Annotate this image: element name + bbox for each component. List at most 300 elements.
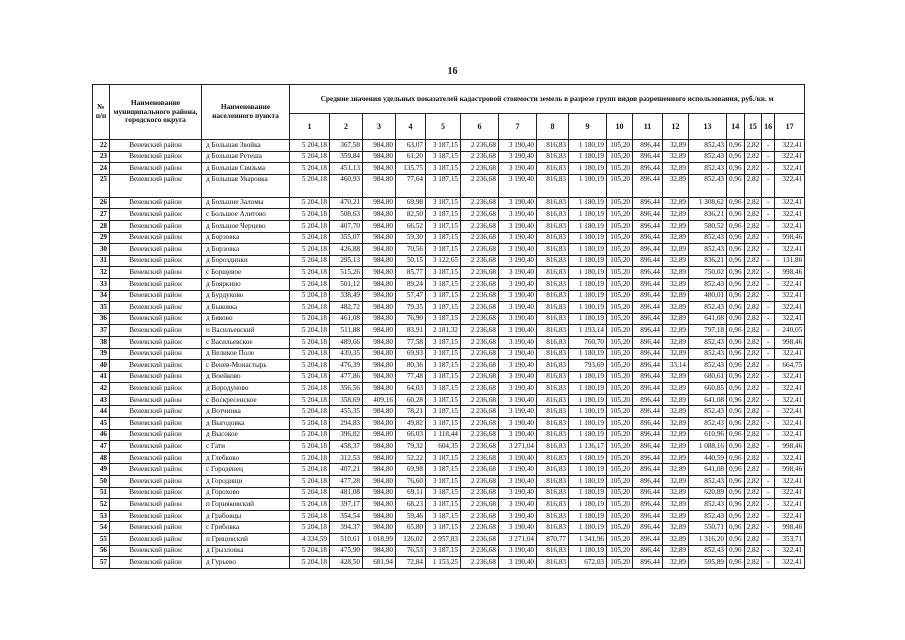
value-cell-group-1: 5 204,18 — [290, 244, 330, 256]
value-cell-group-4: 76,60 — [396, 476, 426, 488]
district-cell: Веневский район — [110, 557, 202, 569]
table-row — [93, 360, 805, 372]
value-cell-group-16: - — [762, 441, 775, 453]
value-cell-group-12: 32,89 — [663, 267, 689, 279]
district-cell: Веневский район — [110, 452, 202, 464]
value-cell-group-8: 816,83 — [537, 464, 569, 476]
value-cell-group-11: 896,44 — [633, 278, 663, 290]
value-cell-group-12: 33,14 — [663, 360, 689, 372]
value-cell-group-9: 1 180,19 — [569, 522, 607, 534]
table-row — [93, 418, 805, 430]
table-row — [93, 255, 805, 267]
settlement-cell: д Горохово — [202, 487, 290, 499]
value-cell-group-13: 641,08 — [689, 313, 727, 325]
value-cell-group-3: 984,80 — [363, 476, 396, 488]
value-cell-group-15: 2,82 — [744, 290, 762, 302]
row-number-cell: 38 — [93, 336, 110, 348]
value-cell-group-10: 105,20 — [607, 510, 633, 522]
value-cell-group-5: 2 957,83 — [426, 534, 461, 546]
value-cell-group-15: 2,82 — [744, 383, 762, 395]
value-cell-group-3: 984,80 — [363, 429, 396, 441]
value-cell-group-5: 3 187,15 — [426, 336, 461, 348]
value-cell-group-7: 3 190,40 — [499, 487, 537, 499]
value-cell-group-8: 816,83 — [537, 522, 569, 534]
row-number-cell: 41 — [93, 371, 110, 383]
value-cell-group-7: 3 190,40 — [499, 383, 537, 395]
value-cell-group-14: 0,96 — [727, 232, 745, 244]
value-cell-group-1: 5 204,18 — [290, 255, 330, 267]
table-row — [93, 290, 805, 302]
table-row — [93, 244, 805, 256]
value-cell-group-5: 3 187,15 — [426, 313, 461, 325]
value-cell-group-8: 816,83 — [537, 209, 569, 221]
table-row — [93, 487, 805, 499]
value-cell-group-3: 984,80 — [363, 499, 396, 511]
value-cell-group-16: - — [762, 429, 775, 441]
value-cell-group-3: 984,80 — [363, 441, 396, 453]
value-cell-group-4: 60,28 — [396, 394, 426, 406]
value-cell-group-5: 3 187,15 — [426, 267, 461, 279]
value-cell-group-15: 2,82 — [744, 510, 762, 522]
settlement-cell: д Большая Уваровка — [202, 174, 290, 197]
value-cell-group-15: 2,82 — [744, 197, 762, 209]
value-cell-group-7: 3 190,40 — [499, 476, 537, 488]
value-cell-group-4: 69,11 — [396, 487, 426, 499]
value-cell-group-8: 816,83 — [537, 441, 569, 453]
value-cell-group-9: 1 180,19 — [569, 255, 607, 267]
value-cell-group-4: 59,30 — [396, 232, 426, 244]
value-cell-group-1: 5 204,18 — [290, 209, 330, 221]
value-cell-group-3: 984,80 — [363, 464, 396, 476]
value-cell-group-2: 481,08 — [330, 487, 363, 499]
value-cell-group-10: 105,20 — [607, 406, 633, 418]
value-cell-group-8: 816,83 — [537, 406, 569, 418]
value-cell-group-3: 984,80 — [363, 140, 396, 152]
value-cell-group-15: 2,82 — [744, 487, 762, 499]
value-cell-group-14: 0,96 — [727, 487, 745, 499]
value-cell-group-10: 105,20 — [607, 534, 633, 546]
value-cell-group-11: 896,44 — [633, 464, 663, 476]
value-cell-group-6: 2 236,68 — [461, 371, 499, 383]
district-cell: Веневский район — [110, 487, 202, 499]
value-cell-group-14: 0,96 — [727, 313, 745, 325]
value-cell-group-1: 5 204,18 — [290, 418, 330, 430]
value-cell-group-11: 896,44 — [633, 360, 663, 372]
settlement-cell: д Вородуново — [202, 383, 290, 395]
value-cell-group-12: 32,89 — [663, 348, 689, 360]
value-cell-group-3: 984,80 — [363, 290, 396, 302]
value-cell-group-13: 852,43 — [689, 510, 727, 522]
value-cell-group-13: 595,89 — [689, 557, 727, 569]
table-row — [93, 325, 805, 337]
value-cell-group-7: 3 190,40 — [499, 174, 537, 197]
settlement-cell: д Большая Связьма — [202, 163, 290, 175]
table-row — [93, 232, 805, 244]
value-cell-group-8: 870,77 — [537, 534, 569, 546]
value-cell-group-16: - — [762, 418, 775, 430]
value-cell-group-14: 0,96 — [727, 278, 745, 290]
value-cell-group-6: 2 236,68 — [461, 487, 499, 499]
value-cell-group-13: 836,21 — [689, 255, 727, 267]
value-cell-group-9: 1 180,19 — [569, 371, 607, 383]
table-row — [93, 220, 805, 232]
value-cell-group-8: 816,83 — [537, 348, 569, 360]
value-cell-group-7: 3 190,40 — [499, 278, 537, 290]
district-cell: Веневский район — [110, 510, 202, 522]
settlement-cell: д Глебково — [202, 452, 290, 464]
value-cell-group-9: 1 180,19 — [569, 394, 607, 406]
value-cell-group-12: 32,89 — [663, 406, 689, 418]
value-cell-group-13: 580,52 — [689, 220, 727, 232]
value-cell-group-10: 105,20 — [607, 441, 633, 453]
value-cell-group-17: 998,46 — [775, 232, 805, 244]
value-cell-group-8: 816,83 — [537, 429, 569, 441]
value-cell-group-1: 5 204,18 — [290, 267, 330, 279]
value-cell-group-2: 511,88 — [330, 325, 363, 337]
header-group-number: 13 — [689, 114, 727, 140]
value-cell-group-3: 984,80 — [363, 325, 396, 337]
row-number-cell: 23 — [93, 151, 110, 163]
value-cell-group-12: 32,89 — [663, 151, 689, 163]
value-cell-group-4: 76,90 — [396, 313, 426, 325]
value-cell-group-8: 816,83 — [537, 140, 569, 152]
value-cell-group-10: 105,20 — [607, 290, 633, 302]
district-cell: Веневский район — [110, 174, 202, 197]
value-cell-group-5: 3 187,15 — [426, 151, 461, 163]
value-cell-group-14: 0,96 — [727, 418, 745, 430]
value-cell-group-12: 32,89 — [663, 140, 689, 152]
value-cell-group-10: 105,20 — [607, 255, 633, 267]
value-cell-group-12: 32,89 — [663, 209, 689, 221]
district-cell: Веневский район — [110, 371, 202, 383]
value-cell-group-9: 1 180,19 — [569, 383, 607, 395]
value-cell-group-12: 32,89 — [663, 394, 689, 406]
district-cell: Веневский район — [110, 267, 202, 279]
value-cell-group-17: 322,41 — [775, 244, 805, 256]
value-cell-group-11: 896,44 — [633, 476, 663, 488]
value-cell-group-11: 896,44 — [633, 220, 663, 232]
value-cell-group-12: 32,89 — [663, 545, 689, 557]
value-cell-group-6: 2 236,68 — [461, 348, 499, 360]
value-cell-group-14: 0,96 — [727, 325, 745, 337]
value-cell-group-16: - — [762, 151, 775, 163]
value-cell-group-11: 896,44 — [633, 174, 663, 197]
value-cell-group-3: 984,80 — [363, 151, 396, 163]
table-row — [93, 394, 805, 406]
value-cell-group-2: 475,90 — [330, 545, 363, 557]
settlement-cell: д Большое Черцево — [202, 220, 290, 232]
value-cell-group-10: 105,20 — [607, 360, 633, 372]
value-cell-group-2: 477,86 — [330, 371, 363, 383]
value-cell-group-11: 896,44 — [633, 267, 663, 279]
value-cell-group-15: 2,82 — [744, 464, 762, 476]
table-row — [93, 267, 805, 279]
value-cell-group-17: 998,46 — [775, 522, 805, 534]
value-cell-group-17: 322,41 — [775, 348, 805, 360]
value-cell-group-17: 322,41 — [775, 220, 805, 232]
value-cell-group-17: 322,41 — [775, 418, 805, 430]
value-cell-group-1: 5 204,18 — [290, 302, 330, 314]
value-cell-group-16: - — [762, 348, 775, 360]
row-number-cell: 43 — [93, 394, 110, 406]
value-cell-group-3: 984,80 — [363, 255, 396, 267]
value-cell-group-8: 816,83 — [537, 290, 569, 302]
value-cell-group-12: 32,89 — [663, 255, 689, 267]
value-cell-group-8: 816,83 — [537, 383, 569, 395]
value-cell-group-4: 64,03 — [396, 383, 426, 395]
value-cell-group-5: 1 153,25 — [426, 557, 461, 569]
value-cell-group-8: 816,83 — [537, 557, 569, 569]
value-cell-group-8: 816,83 — [537, 278, 569, 290]
value-cell-group-12: 32,89 — [663, 197, 689, 209]
settlement-cell: с Городенец — [202, 464, 290, 476]
value-cell-group-6: 2 236,68 — [461, 557, 499, 569]
value-cell-group-6: 2 236,68 — [461, 163, 499, 175]
value-cell-group-10: 105,20 — [607, 209, 633, 221]
value-cell-group-14: 0,96 — [727, 209, 745, 221]
value-cell-group-6: 2 236,68 — [461, 336, 499, 348]
value-cell-group-3: 984,80 — [363, 418, 396, 430]
value-cell-group-2: 295,13 — [330, 255, 363, 267]
value-cell-group-1: 5 204,18 — [290, 510, 330, 522]
settlement-cell: д Большая Ретеша — [202, 151, 290, 163]
value-cell-group-2: 396,82 — [330, 429, 363, 441]
value-cell-group-3: 984,80 — [363, 197, 396, 209]
value-cell-group-2: 359,84 — [330, 151, 363, 163]
value-cell-group-5: 3 187,15 — [426, 360, 461, 372]
value-cell-group-10: 105,20 — [607, 429, 633, 441]
value-cell-group-8: 816,83 — [537, 452, 569, 464]
value-cell-group-15: 2,82 — [744, 534, 762, 546]
row-number-cell: 52 — [93, 499, 110, 511]
row-number-cell: 25 — [93, 174, 110, 197]
value-cell-group-15: 2,82 — [744, 255, 762, 267]
value-cell-group-15: 2,82 — [744, 360, 762, 372]
header-group-number: 8 — [537, 114, 569, 140]
value-cell-group-13: 680,61 — [689, 371, 727, 383]
value-cell-group-1: 5 204,18 — [290, 325, 330, 337]
value-cell-group-16: - — [762, 522, 775, 534]
row-number-cell: 31 — [93, 255, 110, 267]
value-cell-group-3: 984,80 — [363, 313, 396, 325]
header-group-number: 14 — [727, 114, 745, 140]
district-cell: Веневский район — [110, 545, 202, 557]
value-cell-group-13: 852,43 — [689, 418, 727, 430]
value-cell-group-10: 105,20 — [607, 220, 633, 232]
row-number-cell: 27 — [93, 209, 110, 221]
value-cell-group-16: - — [762, 232, 775, 244]
table-row — [93, 371, 805, 383]
value-cell-group-14: 0,96 — [727, 383, 745, 395]
value-cell-group-5: 3 187,15 — [426, 476, 461, 488]
district-cell: Веневский район — [110, 232, 202, 244]
value-cell-group-12: 32,89 — [663, 383, 689, 395]
table-body — [93, 140, 805, 569]
row-number-cell: 51 — [93, 487, 110, 499]
value-cell-group-5: 3 187,15 — [426, 209, 461, 221]
value-cell-group-17: 322,41 — [775, 209, 805, 221]
value-cell-group-7: 3 190,40 — [499, 464, 537, 476]
table-row — [93, 313, 805, 325]
header-district: Наименование муниципального района, городского округа — [110, 85, 202, 140]
value-cell-group-17: 998,46 — [775, 464, 805, 476]
value-cell-group-12: 32,89 — [663, 278, 689, 290]
value-cell-group-13: 641,08 — [689, 464, 727, 476]
value-cell-group-15: 2,82 — [744, 163, 762, 175]
value-cell-group-16: - — [762, 383, 775, 395]
value-cell-group-13: 852,43 — [689, 278, 727, 290]
value-cell-group-6: 2 236,68 — [461, 325, 499, 337]
row-number-cell: 55 — [93, 534, 110, 546]
value-cell-group-6: 2 236,68 — [461, 209, 499, 221]
value-cell-group-3: 984,80 — [363, 302, 396, 314]
value-cell-group-13: 1 308,62 — [689, 197, 727, 209]
value-cell-group-9: 1 180,19 — [569, 290, 607, 302]
value-cell-group-12: 32,89 — [663, 557, 689, 569]
row-number-cell: 35 — [93, 302, 110, 314]
district-cell: Веневский район — [110, 278, 202, 290]
value-cell-group-13: 852,43 — [689, 545, 727, 557]
value-cell-group-4: 77,48 — [396, 371, 426, 383]
value-cell-group-10: 105,20 — [607, 522, 633, 534]
value-cell-group-7: 3 190,40 — [499, 557, 537, 569]
value-cell-group-8: 816,83 — [537, 244, 569, 256]
value-cell-group-15: 2,82 — [744, 429, 762, 441]
row-number-cell: 44 — [93, 406, 110, 418]
value-cell-group-3: 984,80 — [363, 522, 396, 534]
value-cell-group-4: 82,50 — [396, 209, 426, 221]
value-cell-group-11: 896,44 — [633, 499, 663, 511]
value-cell-group-15: 2,82 — [744, 267, 762, 279]
settlement-cell: с Васильевское — [202, 336, 290, 348]
district-cell: Веневский район — [110, 313, 202, 325]
value-cell-group-16: - — [762, 325, 775, 337]
value-cell-group-9: 1 180,19 — [569, 487, 607, 499]
value-cell-group-9: 1 180,19 — [569, 209, 607, 221]
value-cell-group-10: 105,20 — [607, 197, 633, 209]
value-cell-group-2: 338,49 — [330, 290, 363, 302]
row-number-cell: 34 — [93, 290, 110, 302]
value-cell-group-14: 0,96 — [727, 197, 745, 209]
value-cell-group-5: 3 187,15 — [426, 371, 461, 383]
value-cell-group-6: 2 236,68 — [461, 278, 499, 290]
value-cell-group-17: 240,05 — [775, 325, 805, 337]
district-cell: Веневский район — [110, 290, 202, 302]
value-cell-group-10: 105,20 — [607, 278, 633, 290]
value-cell-group-8: 816,83 — [537, 255, 569, 267]
value-cell-group-14: 0,96 — [727, 336, 745, 348]
value-cell-group-11: 896,44 — [633, 406, 663, 418]
value-cell-group-15: 2,82 — [744, 441, 762, 453]
row-number-cell: 29 — [93, 232, 110, 244]
value-cell-group-4: 52,22 — [396, 452, 426, 464]
value-cell-group-14: 0,96 — [727, 464, 745, 476]
row-number-cell: 54 — [93, 522, 110, 534]
value-cell-group-15: 2,82 — [744, 151, 762, 163]
value-cell-group-9: 1 180,19 — [569, 348, 607, 360]
row-number-cell: 39 — [93, 348, 110, 360]
value-cell-group-11: 896,44 — [633, 394, 663, 406]
value-cell-group-14: 0,96 — [727, 441, 745, 453]
value-cell-group-15: 2,82 — [744, 209, 762, 221]
value-cell-group-13: 852,43 — [689, 348, 727, 360]
value-cell-group-9: 672,03 — [569, 557, 607, 569]
value-cell-group-7: 3 190,40 — [499, 140, 537, 152]
value-cell-group-5: 3 187,15 — [426, 290, 461, 302]
district-cell: Веневский район — [110, 406, 202, 418]
settlement-cell: д Вотчинка — [202, 406, 290, 418]
value-cell-group-3: 984,80 — [363, 487, 396, 499]
value-cell-group-5: 3 187,15 — [426, 232, 461, 244]
header-row-number: № п/п — [93, 85, 110, 140]
value-cell-group-4: 78,21 — [396, 406, 426, 418]
district-cell: Веневский район — [110, 255, 202, 267]
value-cell-group-3: 409,16 — [363, 394, 396, 406]
settlement-cell: д Выгодовка — [202, 418, 290, 430]
value-cell-group-16: - — [762, 510, 775, 522]
settlement-cell: с Большое Алитово — [202, 209, 290, 221]
settlement-cell: д Грызловка — [202, 545, 290, 557]
value-cell-group-17: 322,41 — [775, 406, 805, 418]
value-cell-group-10: 105,20 — [607, 464, 633, 476]
value-cell-group-14: 0,96 — [727, 348, 745, 360]
value-cell-group-14: 0,96 — [727, 499, 745, 511]
value-cell-group-11: 896,44 — [633, 255, 663, 267]
value-cell-group-2: 356,56 — [330, 383, 363, 395]
value-cell-group-13: 852,43 — [689, 140, 727, 152]
value-cell-group-2: 477,28 — [330, 476, 363, 488]
value-cell-group-3: 984,80 — [363, 244, 396, 256]
value-cell-group-12: 32,89 — [663, 325, 689, 337]
value-cell-group-7: 3 190,40 — [499, 232, 537, 244]
value-cell-group-5: 3 187,15 — [426, 140, 461, 152]
value-cell-group-12: 32,89 — [663, 487, 689, 499]
value-cell-group-9: 1 180,19 — [569, 452, 607, 464]
value-cell-group-11: 896,44 — [633, 487, 663, 499]
value-cell-group-1: 5 204,18 — [290, 140, 330, 152]
value-cell-group-1: 5 204,18 — [290, 452, 330, 464]
value-cell-group-17: 322,41 — [775, 140, 805, 152]
value-cell-group-1: 5 204,18 — [290, 151, 330, 163]
value-cell-group-14: 0,96 — [727, 174, 745, 197]
value-cell-group-10: 105,20 — [607, 418, 633, 430]
value-cell-group-9: 1 180,19 — [569, 406, 607, 418]
value-cell-group-5: 3 187,15 — [426, 278, 461, 290]
value-cell-group-14: 0,96 — [727, 255, 745, 267]
table-row — [93, 163, 805, 175]
value-cell-group-14: 0,96 — [727, 545, 745, 557]
value-cell-group-15: 2,82 — [744, 499, 762, 511]
value-cell-group-6: 2 236,68 — [461, 197, 499, 209]
value-cell-group-16: - — [762, 174, 775, 197]
value-cell-group-3: 984,80 — [363, 545, 396, 557]
value-cell-group-7: 3 190,40 — [499, 302, 537, 314]
value-cell-group-3: 984,80 — [363, 452, 396, 464]
district-cell: Веневский район — [110, 140, 202, 152]
value-cell-group-11: 896,44 — [633, 313, 663, 325]
value-cell-group-6: 2 236,68 — [461, 534, 499, 546]
value-cell-group-12: 32,89 — [663, 174, 689, 197]
value-cell-group-12: 32,89 — [663, 464, 689, 476]
district-cell: Веневский район — [110, 244, 202, 256]
value-cell-group-8: 816,83 — [537, 151, 569, 163]
row-number-cell: 26 — [93, 197, 110, 209]
value-cell-group-13: 852,43 — [689, 174, 727, 197]
value-cell-group-16: - — [762, 302, 775, 314]
value-cell-group-9: 1 180,19 — [569, 545, 607, 557]
value-cell-group-13: 852,43 — [689, 499, 727, 511]
value-cell-group-13: 641,08 — [689, 394, 727, 406]
